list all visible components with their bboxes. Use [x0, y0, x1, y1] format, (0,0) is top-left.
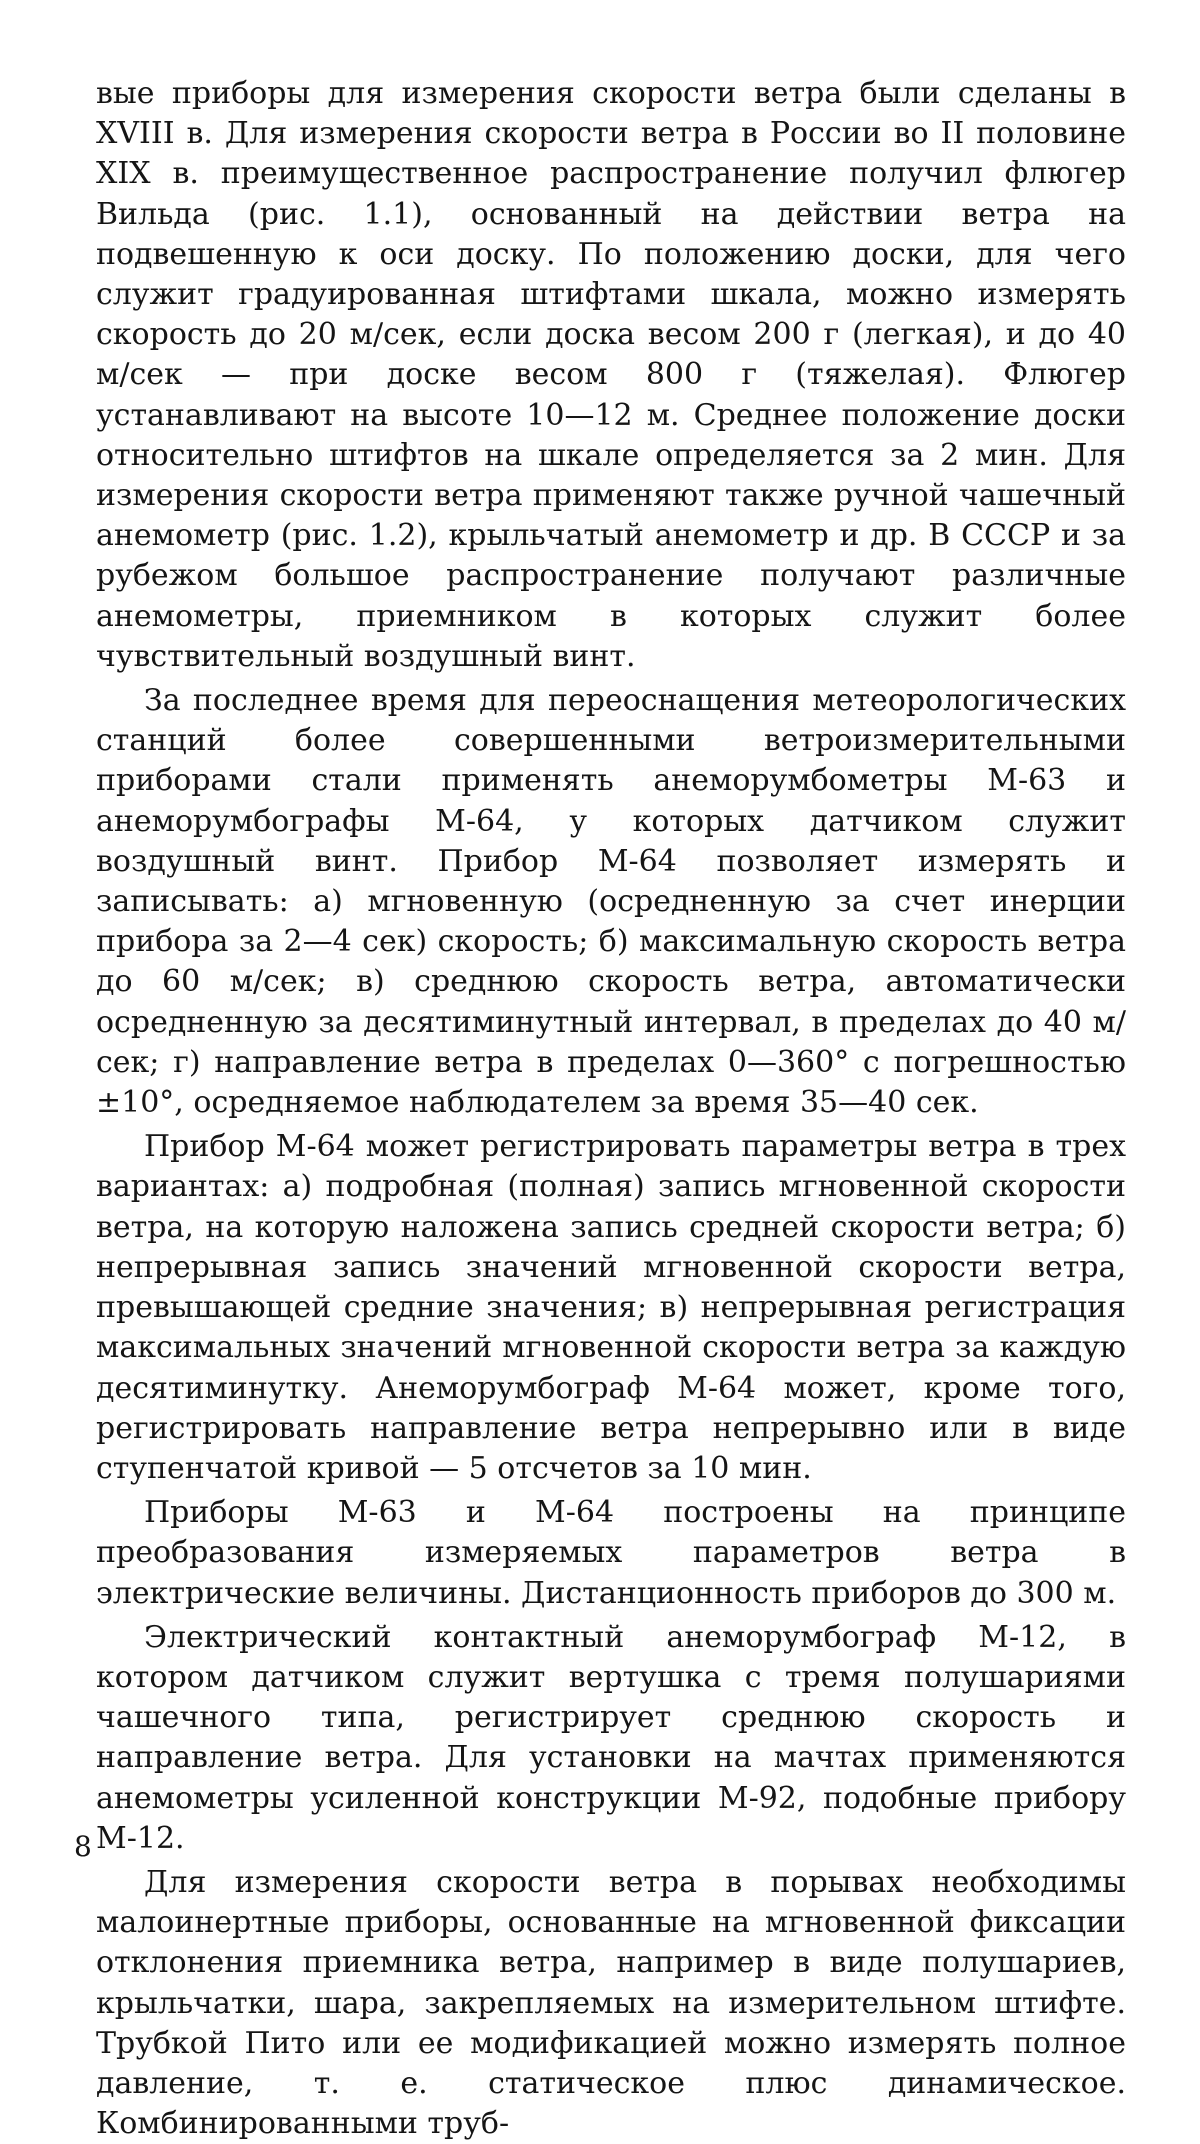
paragraph-3: Прибор М-64 может регистрировать параметры ветра в трех вариантах: а) подробная (полная) запись мгновенной скорости ветра, на которую наложена запись средней скорости ветра; б) непрерывная запись значений мгновенной скорости ветра, превышающей средние значения; в) непрерывная регистрация максимальных значений мгновенной скорости ветра за каждую десятиминутку. Анеморумбограф М-64 может, кроме того, регистрировать направление ветра непрерывно или в виде ступенчатой кривой — 5 отсчетов за 10 мин. — [96, 1129, 1126, 1486]
paragraph-1: вые приборы для измерения скорости ветра были сделаны в XVIII в. Для измерения скорости ветра в России во II половине XIX в. преимущественное распространение получил флюгер Вильда (рис. 1.1), основанный на действии ветра на подвешенную к оси доску. По положению доски, для чего служит градуированная штифтами шкала, можно измерять скорость до 20 м/сек, если доска весом 200 г (легкая), и до 40 м/сек — при доске весом 800 г (тяжелая). Флюгер устанавливают на высоте 10—12 м. Среднее положение доски относительно штифтов на шкале определяется за 2 мин. Для измерения скорости ветра применяют также ручной чашечный анемометр (рис. 1.2), крыльчатый анемометр и др. В СССР и за рубежом большое распространение получают различные анемометры, приемником в которых служит более чувствительный воздушный винт. — [96, 76, 1126, 674]
body-text — [96, 74, 1126, 2144]
paragraph-5: Электрический контактный анеморумбограф М-12, в котором датчиком служит вертушка с тремя полушариями чашечного типа, регистрирует среднюю скорость и направление ветра. Для установки на мачтах применяются анемометры усиленной конструкции М-92, подобные прибору М-12. — [96, 1619, 1126, 1856]
paragraph-6: Для измерения скорости ветра в порывах необходимы малоинертные приборы, основанные на мгновенной фиксации отклонения приемника ветра, например в виде полушариев, крыльчатки, шара, закрепляемых на измерительном штифте. Трубкой Пито или ее модификацией можно измерять полное давление, т. е. статическое плюс динамическое. Комбинированными труб- — [96, 1864, 1126, 2142]
paragraph-2: За последнее время для переоснащения метеорологических станций более совершенными ветроизмерительными приборами стали применять анеморумбометры М-63 и анеморумбографы М-64, у которых датчиком служит воздушный винт. Прибор М-64 позволяет измерять и записывать: а) мгновенную (осредненную за счет инерции прибора за 2—4 сек) скорость; б) максимальную скорость ветра до 60 м/сек; в) среднюю скорость ветра, автоматически осредненную за десятиминутный интервал, в пределах до 40 м/сек; г) направление ветра в пределах 0—360° с погрешностью ±10°, осредняемое наблюдателем за время 35—40 сек. — [96, 683, 1126, 1121]
paragraph-4: Приборы М-63 и М-64 построены на принципе преобразования измеряемых параметров ветра в электрические величины. Дистанционность приборов до 300 м. — [96, 1495, 1126, 1611]
page-number: 8 — [74, 1830, 92, 1863]
